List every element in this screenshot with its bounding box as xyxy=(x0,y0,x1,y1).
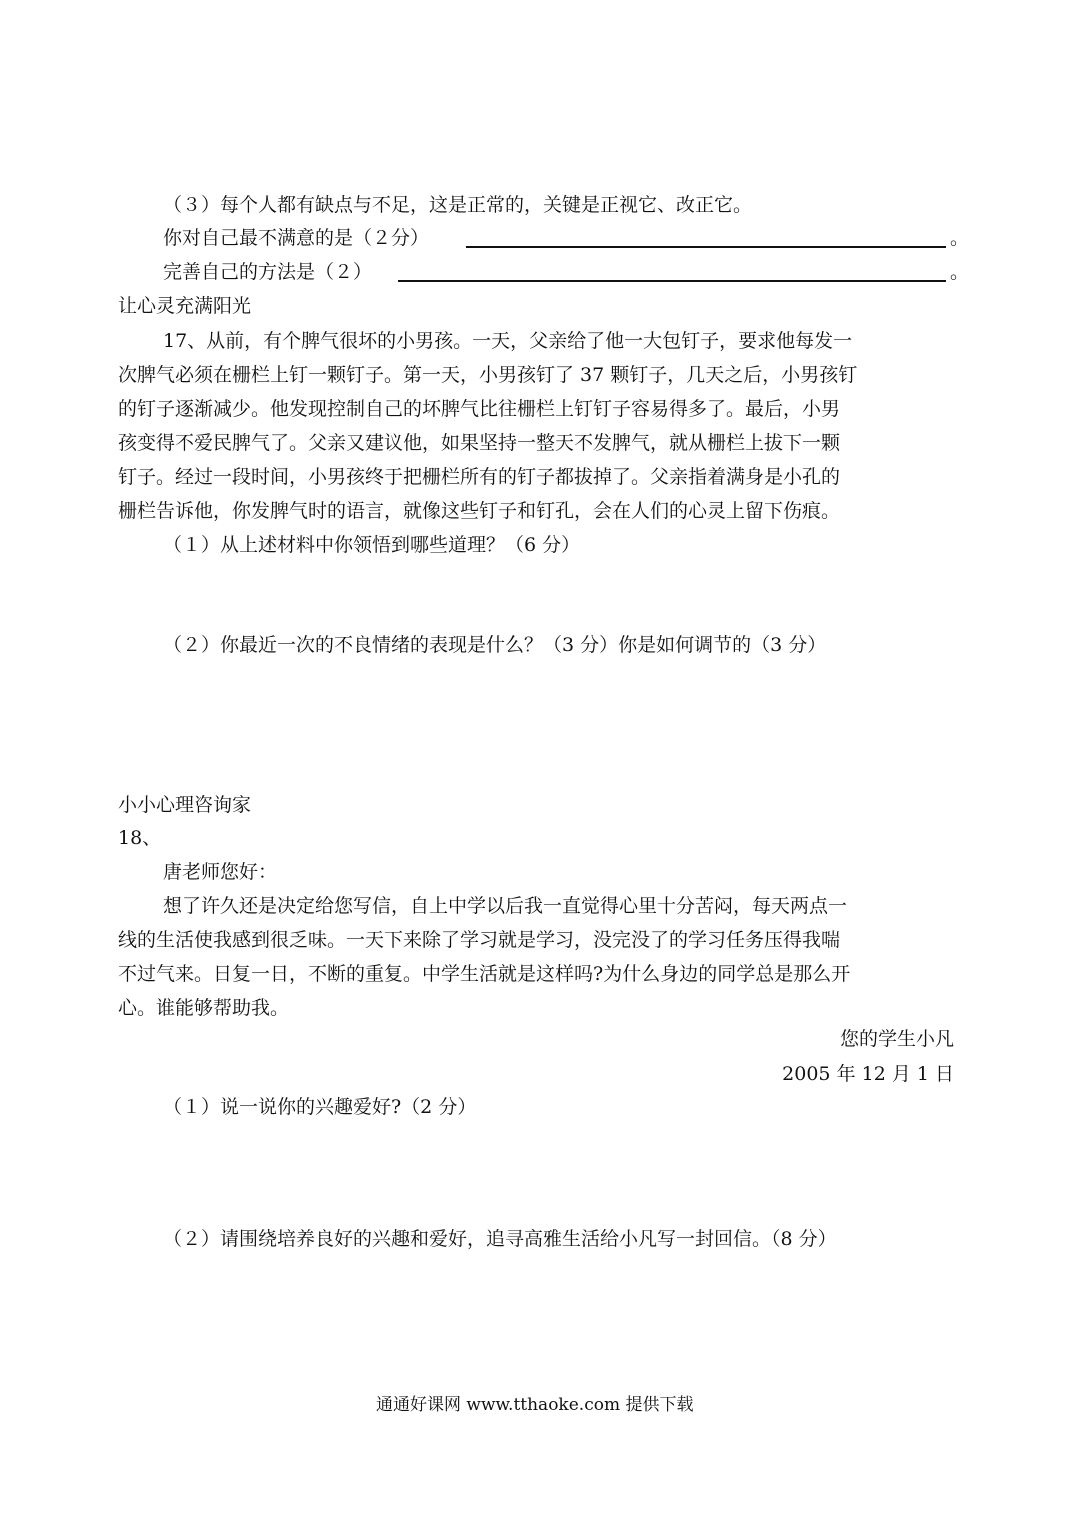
period: 。 xyxy=(950,227,970,249)
q17-paragraph-line: 17、从前，有个脾气很坏的小男孩。一天，父亲给了他一大包钉子，要求他每发一 xyxy=(163,330,853,352)
letter-line: 想了许久还是决定给您写信，自上中学以后我一直觉得心里十分苦闷，每天两点一 xyxy=(163,895,848,917)
section-heading-counselor: 小小心理咨询家 xyxy=(118,794,252,816)
q18-number: 18、 xyxy=(118,827,162,849)
q17-paragraph-line: 孩变得不爱民脾气了。父亲又建议他，如果坚持一整天不发脾气，就从栅栏上拔下一颗 xyxy=(118,432,841,454)
letter-line: 心。谁能够帮助我。 xyxy=(118,997,290,1019)
q17-paragraph-line: 的钉子逐渐减少。他发现控制自己的坏脾气比往栅栏上钉钉子容易得多了。最后，小男 xyxy=(118,398,841,420)
q17-paragraph-line: 钉子。经过一段时间，小男孩终于把栅栏所有的钉子都拔掉了。父亲指着满身是小孔的 xyxy=(118,466,841,488)
q16-prompt-dissatisfied: 你对自己最不满意的是（２分） xyxy=(163,227,430,249)
letter-date: 2005 年 12 月 1 日 xyxy=(782,1063,954,1085)
letter-salutation: 唐老师您好： xyxy=(163,861,278,883)
q17-subquestion-2: （２）你最近一次的不良情绪的表现是什么？（3 分）你是如何调节的（3 分） xyxy=(163,634,827,656)
answer-line-improve[interactable] xyxy=(398,280,946,282)
period: 。 xyxy=(950,261,970,283)
q17-paragraph-line: 栅栏告诉他，你发脾气时的语言，就像这些钉子和钉孔，会在人们的心灵上留下伤痕。 xyxy=(118,500,841,522)
answer-line-dissatisfied[interactable] xyxy=(466,246,946,248)
q17-paragraph-line: 次脾气必须在栅栏上钉一颗钉子。第一天，小男孩钉了 37 颗钉子，几天之后，小男孩钉 xyxy=(118,364,858,386)
q16-prompt-improve: 完善自己的方法是（２） xyxy=(163,261,373,283)
footer-credit: 通通好课网 www.tthaoke.com 提供下载 xyxy=(376,1395,694,1415)
q17-subquestion-1: （１）从上述材料中你领悟到哪些道理？（6 分） xyxy=(163,534,581,556)
section-heading-sunshine: 让心灵充满阳光 xyxy=(118,295,252,317)
letter-line: 线的生活使我感到很乏味。一天下来除了学习就是学习，没完没了的学习任务压得我喘 xyxy=(118,929,841,951)
q18-subquestion-2: （２）请围绕培养良好的兴趣和爱好，追寻高雅生活给小凡写一封回信。（8 分） xyxy=(163,1228,837,1250)
letter-line: 不过气来。日复一日，不断的重复。中学生活就是这样吗?为什么身边的同学总是那么开 xyxy=(118,963,851,985)
q16-item3: （３）每个人都有缺点与不足，这是正常的，关键是正视它、改正它。 xyxy=(163,194,753,216)
letter-signature: 您的学生小凡 xyxy=(839,1028,954,1050)
q18-subquestion-1: （１）说一说你的兴趣爱好?（2 分） xyxy=(163,1096,477,1118)
